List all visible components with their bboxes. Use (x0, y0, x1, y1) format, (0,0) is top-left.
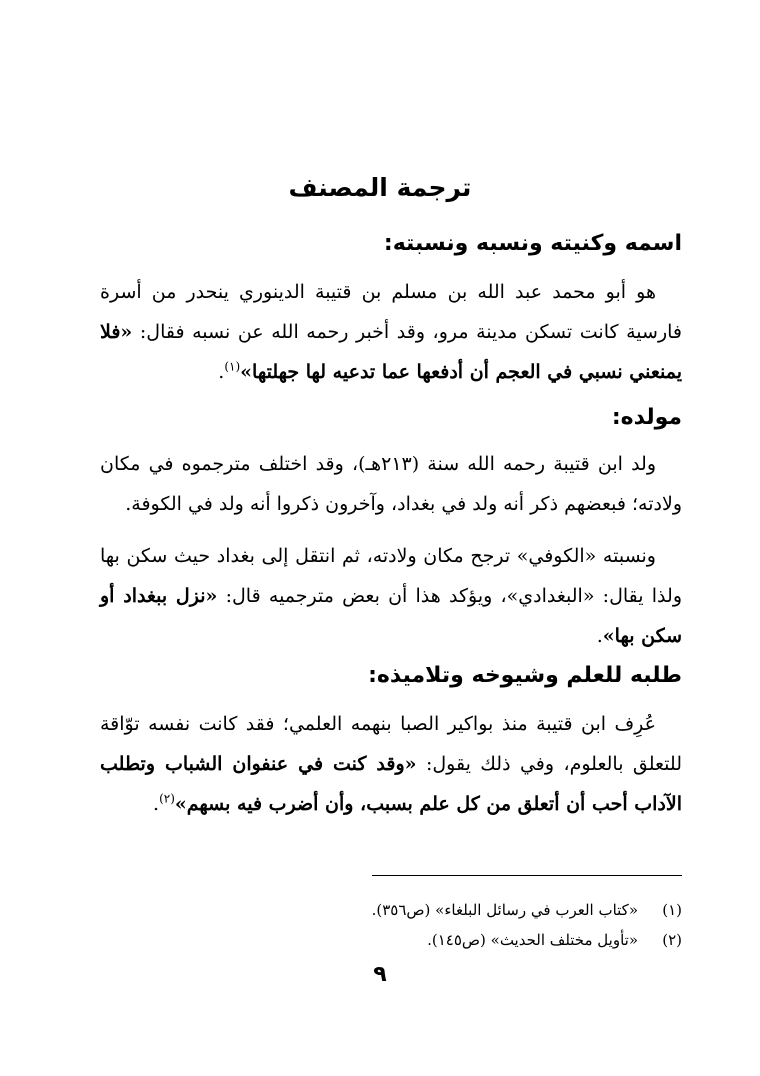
footnote-2 (100, 928, 682, 952)
paragraph-study-quote: «وقد كنت في عنفوان الشباب وتطلب الآداب أحب أن أتعلق من كل علم بسبب، وأن أضرب فيه بسهم» (100, 753, 682, 815)
paragraph-birth-2 (100, 536, 682, 656)
paragraph-birth-1 (100, 444, 682, 524)
paragraph-name-quote: «فلا يمنعني نسبي في العجم أن أدفعها عما تدعيه لها جهلتها» (100, 321, 682, 383)
paragraph-study-end: . (153, 793, 160, 815)
footnote-2-text: «تأويل مختلف الحديث» (ص١٤٥). (427, 931, 638, 949)
paragraph-birth-2-end: . (596, 625, 603, 647)
heading-birth: مولده: (611, 405, 682, 430)
footnote-ref-1: (١) (224, 359, 241, 374)
paragraph-name-end: . (218, 361, 225, 383)
page-title: ترجمة المصنف (288, 173, 472, 202)
paragraph-birth-2-quote: «نزل ببغداد أو سكن بها» (100, 585, 682, 647)
paragraph-birth-1-text: ولد ابن قتيبة رحمه الله سنة (٢١٣هـ)، وقد اختلف مترجموه في مكان ولادته؛ فبعضهم ذكر أنه ولد في بغداد، وآخرون ذكروا أنه ولد في الكوفة. (100, 453, 682, 515)
paragraph-study (100, 704, 682, 824)
paragraph-study-text: عُرِف ابن قتيبة منذ بواكير الصبا بنهمه العلمي؛ فقد كانت نفسه توّاقة للتعلق بالعلوم، وفي ذلك يقول: (100, 713, 682, 775)
page-number: ٩ (373, 962, 387, 987)
heading-name: اسمه وكنيته ونسبه ونسبته: (383, 231, 682, 256)
footnote-1-text: «كتاب العرب في رسائل البلغاء» (ص٣٥٦). (371, 901, 638, 919)
paragraph-birth-2-text: ونسبته «الكوفي» ترجح مكان ولادته، ثم انتقل إلى بغداد حيث سكن بها ولذا يقال: «البغدادي»، ويؤكد هذا أن بعض مترجميه قال: (100, 545, 682, 607)
footnote-ref-2: (٢) (159, 791, 175, 806)
footnote-divider (372, 875, 682, 876)
footnote-1-number: (١) (662, 901, 682, 919)
paragraph-name (100, 272, 682, 392)
footnote-2-number: (٢) (662, 931, 682, 949)
paragraph-name-text: هو أبو محمد عبد الله بن مسلم بن قتيبة الدينوري ينحدر من أسرة فارسية كانت تسكن مدينة مرو، وقد أخبر رحمه الله عن نسبه فقال: (100, 281, 682, 343)
heading-study: طلبه للعلم وشيوخه وتلاميذه: (368, 663, 682, 688)
footnote-1 (100, 898, 682, 922)
